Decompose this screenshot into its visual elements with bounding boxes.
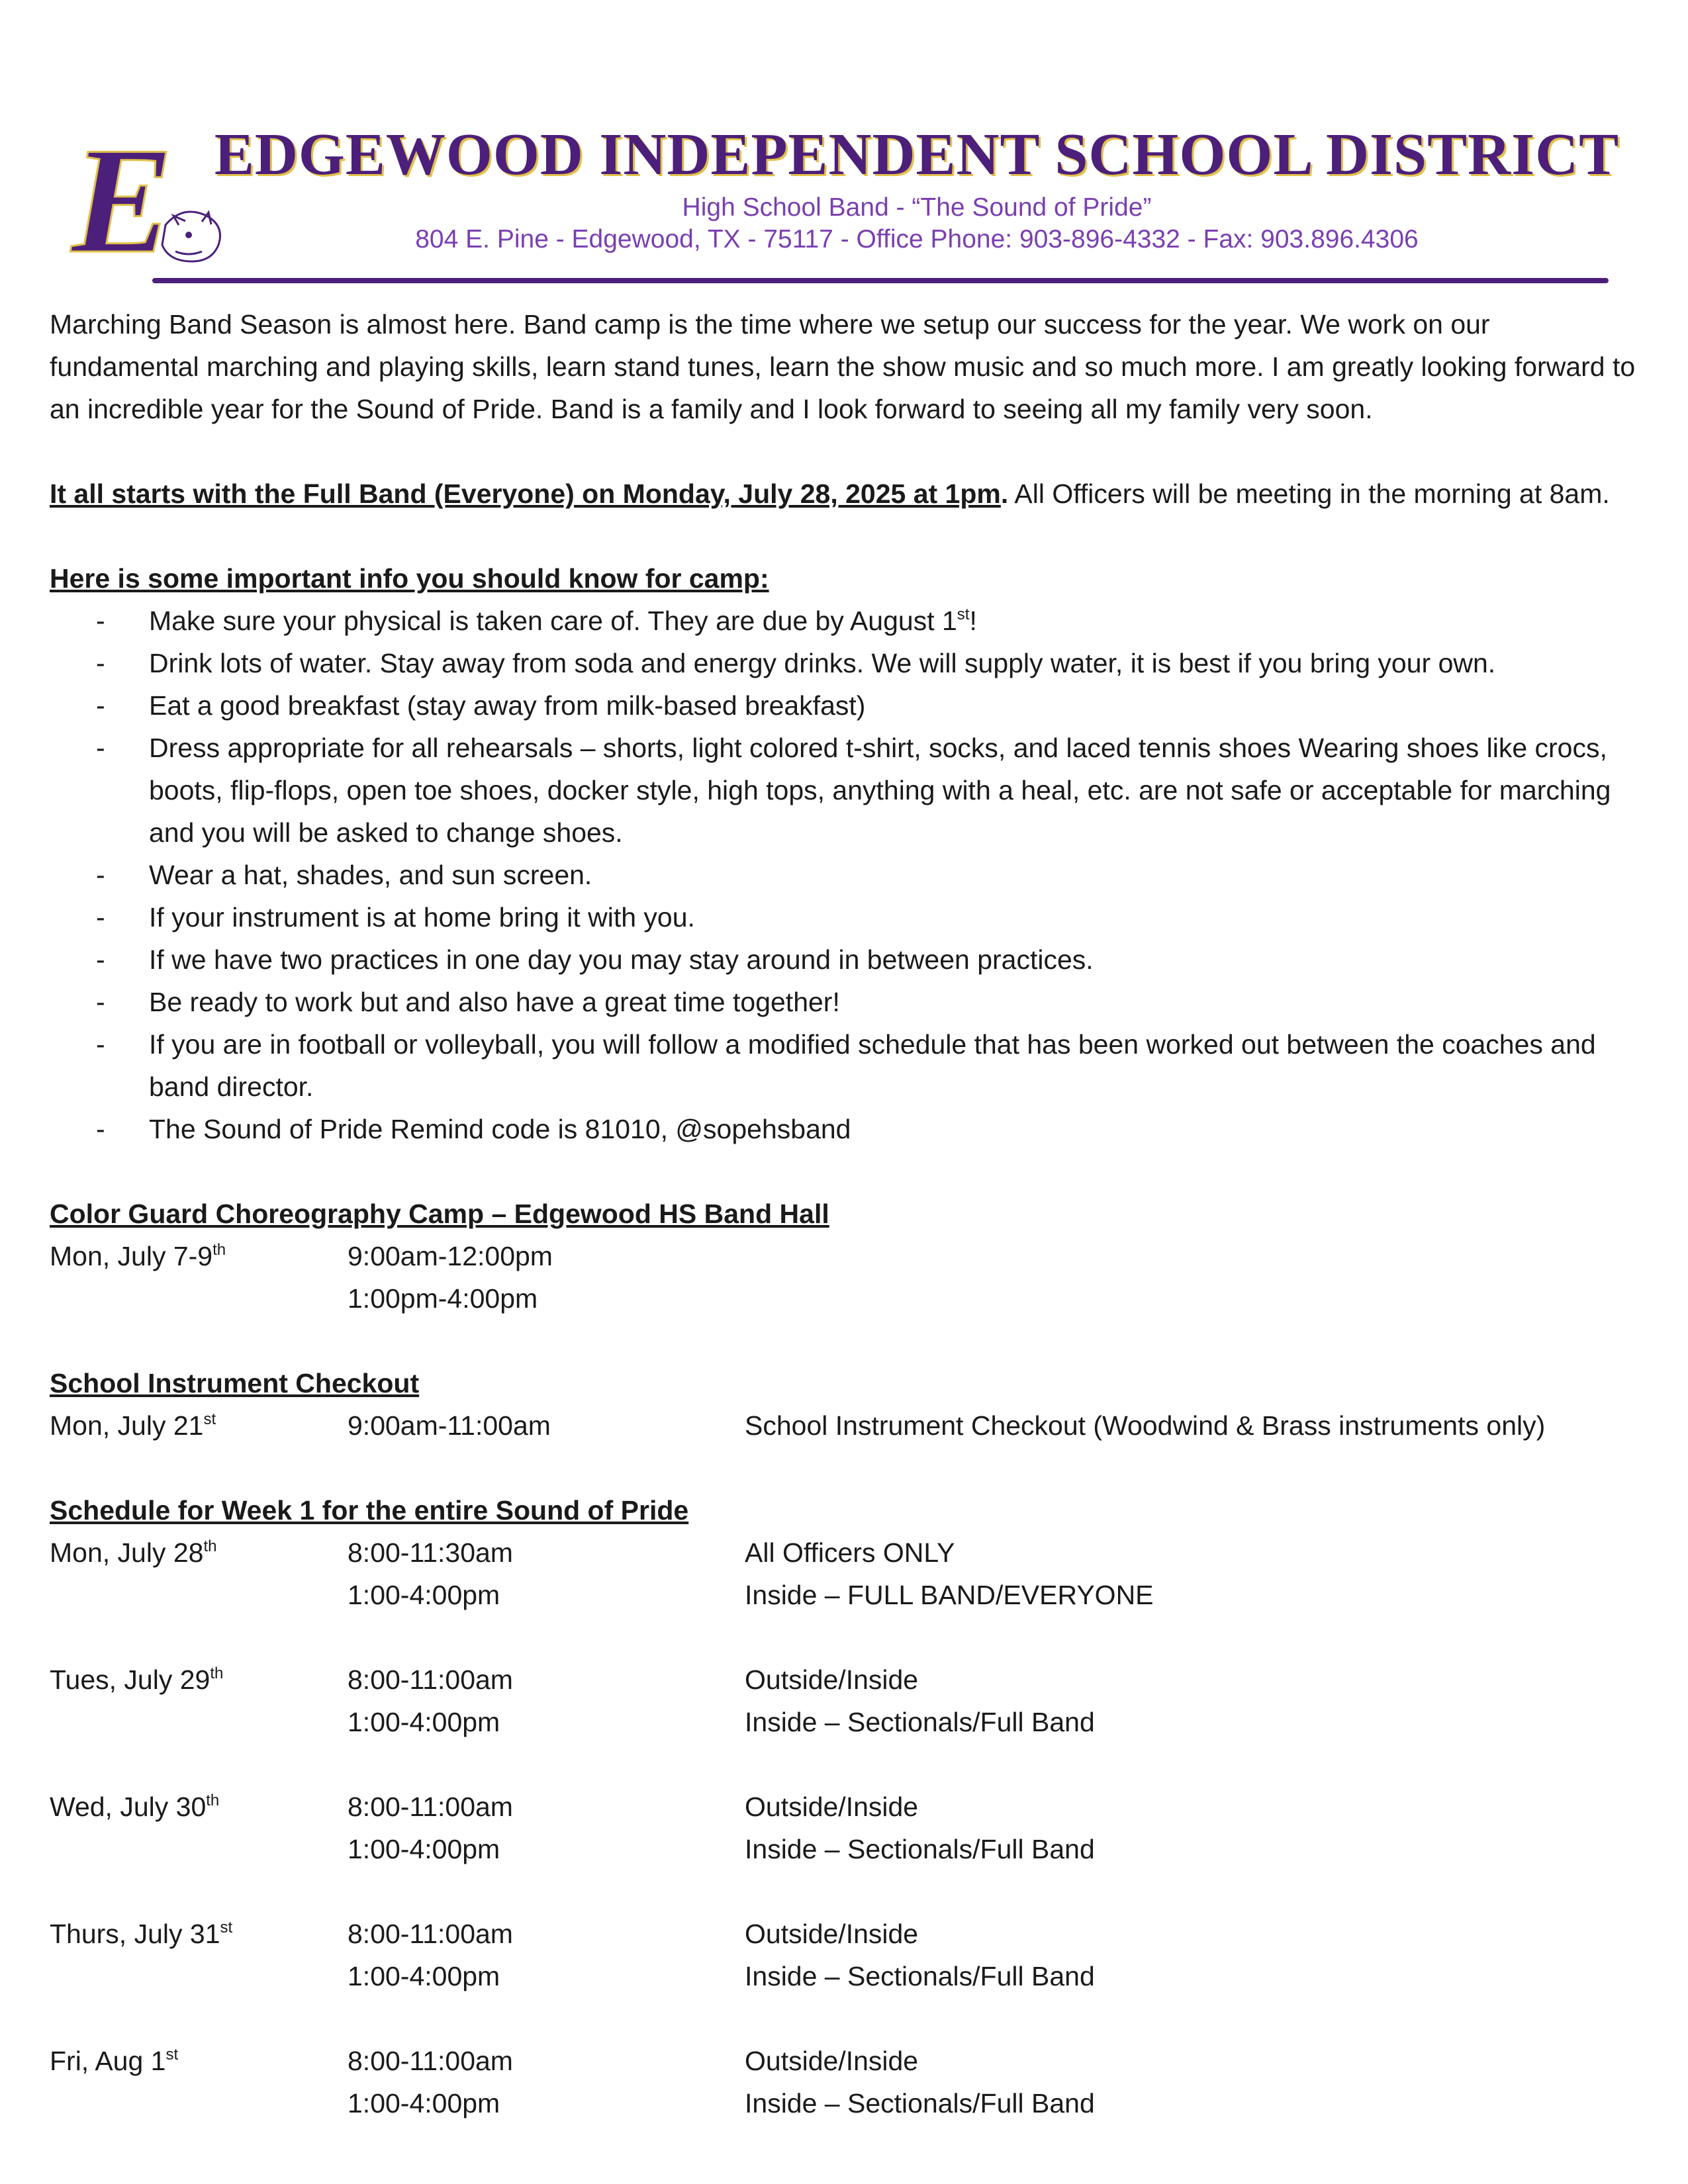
schedule-note: Inside – Sectionals/Full Band [745,2088,1095,2118]
schedule-time: 1:00-4:00pm [348,1580,500,1610]
list-item [50,1108,1638,1150]
schedule-row [50,1786,1638,1828]
schedule-day [50,1574,348,1616]
schedule-row [50,1235,1638,1277]
letter-body [50,303,1638,2124]
list-item-text: If your instrument is at home bring it with you. [149,902,695,933]
schedule-note: Outside/Inside [745,1919,919,1949]
schedule-time: 8:00-11:00am [348,1664,513,1695]
ordinal-suffix: th [206,1792,220,1809]
schedule-day: Wed, July 30th [50,1792,220,1822]
bullet-dash: - [96,648,105,678]
ordinal-suffix: st [957,606,970,623]
district-title: EDGEWOOD INDEPENDENT SCHOOL DISTRICT [214,122,1620,187]
bullet-dash: - [96,860,105,890]
schedule-day [50,1828,348,1870]
info-list [50,600,1638,1150]
schedule-time: 1:00pm-4:00pm [348,1283,538,1314]
start-announcement [50,473,1638,515]
color-guard-schedule [50,1235,1638,1320]
schedule-spacer [50,1616,1638,1659]
bullet-dash: - [96,690,105,721]
list-item-text: The Sound of Pride Remind code is 81010, @sopehsband [149,1114,851,1144]
list-item-end: ! [969,606,977,636]
schedule-note: Inside – FULL BAND/EVERYONE [745,1580,1154,1610]
schedule-row [50,1277,1638,1320]
ordinal-suffix: th [210,1664,224,1682]
bullet-dash: - [96,733,105,763]
start-headline: It all starts with the Full Band (Everyone) on Monday, July 28, 2025 at 1pm [50,478,1001,509]
ordinal-suffix: st [165,2046,179,2064]
bullet-dash: - [96,1029,105,1060]
schedule-day [50,1955,348,1997]
schedule-time: 8:00-11:00am [348,1919,513,1949]
schedule-spacer [50,1743,1638,1786]
list-item [50,600,1638,642]
schedule-note: Inside – Sectionals/Full Band [745,1707,1095,1737]
bullet-dash: - [96,902,105,933]
schedule-day: Mon, July 28th [50,1537,217,1568]
bullet-dash: - [96,944,105,975]
schedule-spacer [50,1997,1638,2040]
schedule-note [745,1235,1638,1277]
schedule-day: Tues, July 29th [50,1664,224,1695]
start-period: . [1000,478,1009,509]
schedule-row [50,1531,1638,1574]
schedule-row [50,1574,1638,1616]
schedule-time: 1:00-4:00pm [348,1961,500,1991]
bullet-dash: - [96,606,105,636]
list-item [50,1023,1638,1108]
schedule-note: Outside/Inside [745,1664,919,1695]
bullet-dash: - [96,987,105,1017]
list-item-text: Make sure your physical is taken care of. They are due by August 1 [149,606,957,636]
list-item [50,981,1638,1023]
list-item-text: Eat a good breakfast (stay away from milk-based breakfast) [149,690,866,721]
list-item [50,642,1638,684]
schedule-row [50,2040,1638,2082]
schedule-time: 9:00am-12:00pm [348,1241,553,1271]
list-item-text: If we have two practices in one day you may stay around in between practices. [149,944,1094,975]
schedule-row [50,2082,1638,2124]
checkout-heading: School Instrument Checkout [50,1368,420,1398]
schedule-row [50,1828,1638,1870]
checkout-schedule [50,1404,1638,1447]
ordinal-suffix: st [220,1919,233,1936]
schedule-note: Inside – Sectionals/Full Band [745,1961,1095,1991]
schedule-time: 1:00-4:00pm [348,1834,500,1864]
color-guard-heading: Color Guard Choreography Camp – Edgewood HS Band Hall [50,1199,829,1229]
schedule-row [50,1955,1638,1997]
list-item-text: If you are in football or volleyball, you will follow a modified schedule that has been worked out between the coaches and band director. [149,1029,1596,1102]
schedule-note: Outside/Inside [745,2046,919,2076]
schedule-row [50,1701,1638,1743]
ordinal-suffix: th [203,1537,217,1555]
district-address: 804 E. Pine - Edgewood, TX - 75117 - Office Phone: 903-896-4332 - Fax: 903.896.4306 [415,225,1419,253]
info-heading: Here is some important info you should know for camp: [50,563,769,594]
band-subtitle: High School Band - “The Sound of Pride” [682,193,1152,222]
schedule-day: Thurs, July 31st [50,1919,233,1949]
schedule-day: Mon, July 21st [50,1410,216,1441]
list-item [50,727,1638,854]
schedule-time: 9:00am-11:00am [348,1410,551,1441]
week1-schedule [50,1531,1638,2124]
schedule-note: All Officers ONLY [745,1537,955,1568]
logo-letter: E [71,126,173,268]
schedule-time: 8:00-11:00am [348,1792,513,1822]
list-item [50,854,1638,896]
letterhead [66,119,1628,291]
header-divider [152,278,1609,283]
start-rest: All Officers will be meeting in the morning at 8am. [1008,478,1610,509]
week1-heading: Schedule for Week 1 for the entire Sound of Pride [50,1495,689,1525]
list-item-text: Dress appropriate for all rehearsals – shorts, light colored t-shirt, socks, and laced tennis shoes Wearing shoes like crocs, boots, flip-flops, open toe shoes, docker style, high tops, anything with a heal, etc. are not safe or acceptable for marching and you will be asked to change shoes. [149,733,1611,848]
list-item-text: Be ready to work but and also have a great time together! [149,987,840,1017]
list-item-text: Wear a hat, shades, and sun screen. [149,860,592,890]
schedule-row [50,1659,1638,1701]
ordinal-suffix: th [212,1241,226,1259]
ordinal-suffix: st [203,1410,216,1428]
bullet-dash: - [96,1114,105,1144]
schedule-spacer [50,1870,1638,1913]
schedule-row [50,1404,1638,1447]
schedule-note: Outside/Inside [745,1792,919,1822]
schedule-time: 1:00-4:00pm [348,1707,500,1737]
schedule-day: Mon, July 7-9th [50,1241,226,1271]
list-item [50,896,1638,938]
schedule-note [745,1277,1638,1320]
schedule-row [50,1913,1638,1955]
list-item [50,938,1638,981]
schedule-time: 8:00-11:00am [348,2046,513,2076]
schedule-day [50,2082,348,2124]
list-item [50,684,1638,727]
schedule-note: Inside – Sectionals/Full Band [745,1834,1095,1864]
schedule-note: School Instrument Checkout (Woodwind & Brass instruments only) [745,1410,1546,1441]
schedule-time: 8:00-11:30am [348,1537,513,1568]
schedule-day [50,1277,348,1320]
intro-paragraph: Marching Band Season is almost here. Band camp is the time where we setup our success for the year. We work on our fundamental marching and playing skills, learn stand tunes, learn the show music and so much more. I am greatly looking forward to an incredible year for the Sound of Pride. Band is a family and I look forward to seeing all my family very soon. [50,309,1636,424]
schedule-day [50,1701,348,1743]
list-item-text: Drink lots of water. Stay away from soda and energy drinks. We will supply water, it is best if you bring your own. [149,648,1496,678]
schedule-time: 1:00-4:00pm [348,2088,500,2118]
schedule-day: Fri, Aug 1st [50,2046,179,2076]
